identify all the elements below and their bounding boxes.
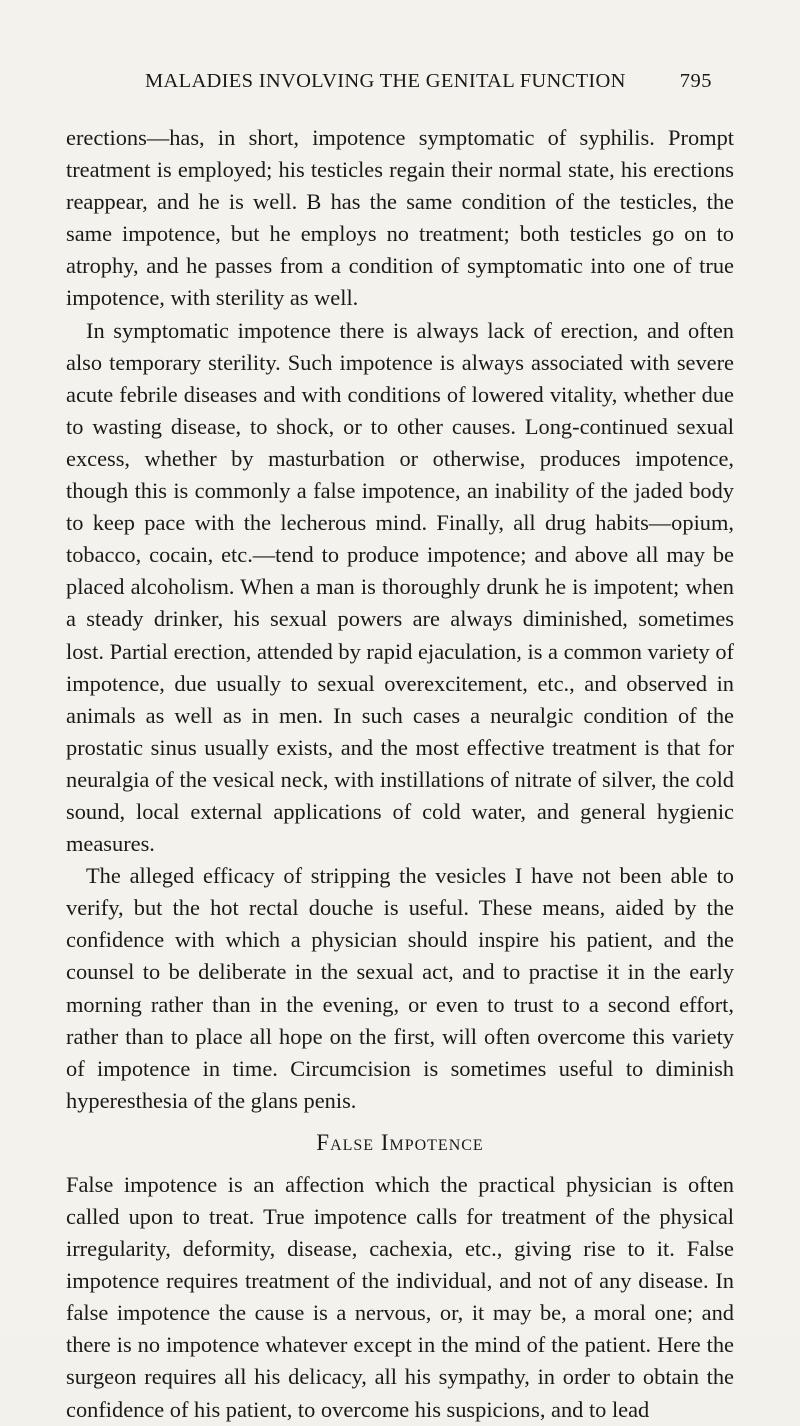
section-heading: False Impotence <box>316 1129 484 1155</box>
paragraph-treatment: The alleged efficacy of stripping the vesicles I have not been able to verify, but the hot rectal douche is useful. These means, aided by the confidence with which a physician should inspire his patient, and the counsel to be deliberate in the sexual act, and to practise it in the early morning rather than in the evening, or even to trust to a second effort, rather than to place all hope on the first, will often overcome this variety of impotence in time. Circumcision is sometimes useful to diminish hyperesthesia of the glans penis. <box>66 863 734 1113</box>
paragraph-false-impotence: False impotence is an affection which the practical physician is often called upon to treat. True impotence calls for treatment of the physical irregularity, deformity, disease, cachexia, etc., giving rise to it. False impotence requires treatment of the individual, and not of any disease. In false impotence the cause is a nervous, or, it may be, a moral one; and there is no impotence whatever except in the mind of the patient. Here the surgeon requires all his delicacy, all his sympathy, in order to obtain the confidence of his patient, to overcome his suspicions, and to lead <box>66 1171 734 1422</box>
page-number: 795 <box>679 70 712 92</box>
paragraph-symptomatic-impotence: In symptomatic impotence there is always lack of erection, and often also temporary sterility. Such impotence is always associated with severe acute febrile diseases and with conditions of lowered vitality, whether due to wasting disease, to shock, or to other causes. Long-continued sexual excess, whether by masturbation or otherwise, produces impotence, though this is commonly a false impotence, an inability of the jaded body to keep pace with the lecherous mind. Finally, all drug habits—opium, tobacco, cocain, etc.—tend to produce impotence; and above all may be placed alcoholism. When a man is thoroughly drunk he is impotent; when a steady drinker, his sexual powers are always diminished, sometimes lost. Partial erection, attended by rapid ejaculation, is a common variety of impotence, due usually to sexual overexcitement, etc., and observed in animals as well as in men. In such cases a neuralgic condition of the prostatic sinus usually exists, and the most effective treatment is that for neuralgia of the vesical neck, with instillations of nitrate of silver, the cold sound, local external applications of cold water, and general hygienic measures. <box>66 317 734 857</box>
body-text <box>66 122 734 1426</box>
paragraph-continuation: erections—has, in short, impotence symptomatic of syphilis. Prompt treatment is employed; his testicles regain their normal state, his erections reappear, and he is well. B has the same condition of the testicles, the same impotence, but he employs no treatment; both testicles go on to atrophy, and he passes from a condition of symptomatic into one of true impotence, with sterility as well. <box>66 125 734 311</box>
running-title: MALADIES INVOLVING THE GENITAL FUNCTION <box>145 70 626 92</box>
